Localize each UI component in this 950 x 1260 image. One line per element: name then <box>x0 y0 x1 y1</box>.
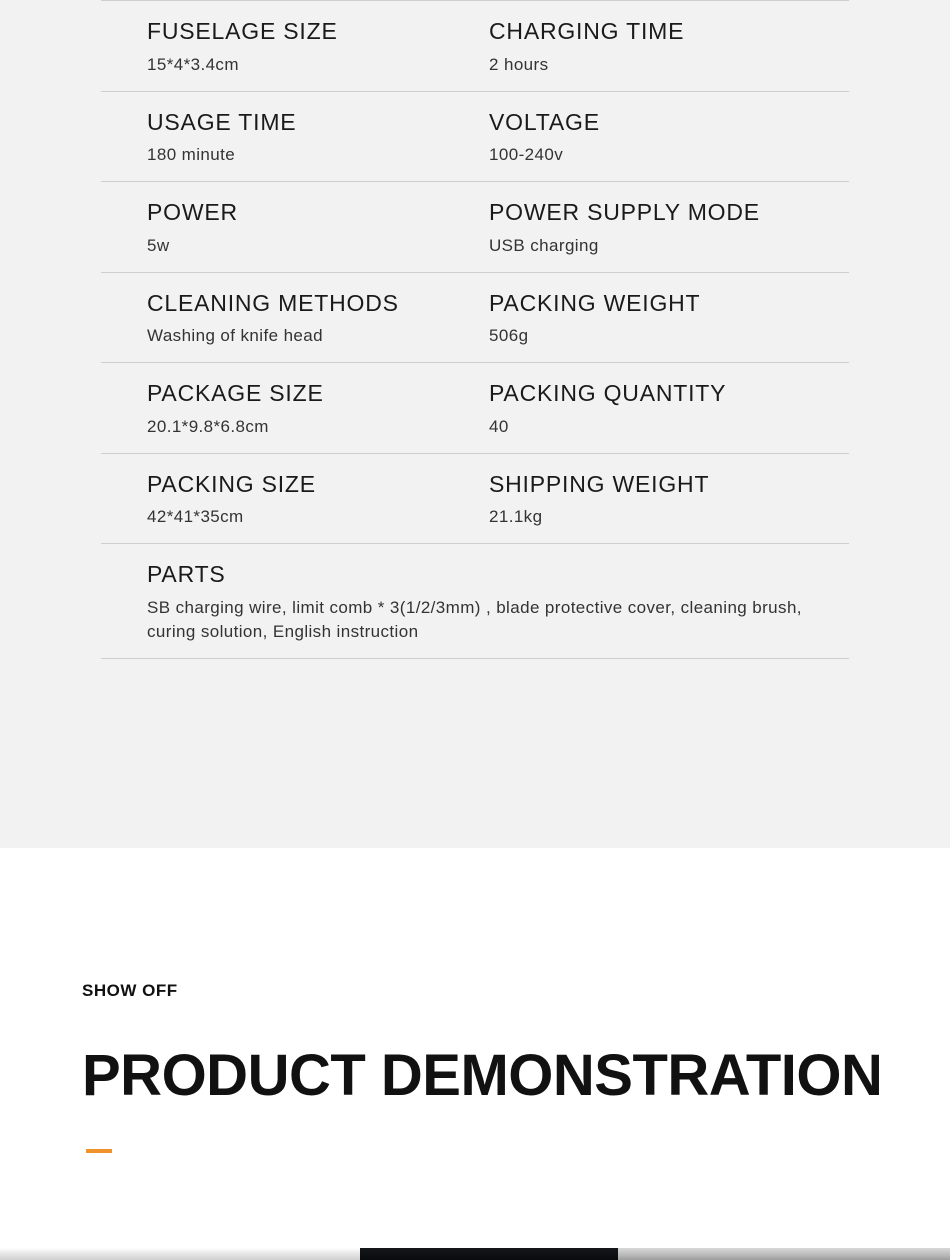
table-row <box>101 453 849 544</box>
spec-label: PARTS <box>147 561 226 588</box>
spec-cell <box>101 470 475 530</box>
table-row <box>101 181 849 272</box>
page-title: PRODUCT DEMONSTRATION <box>82 1043 883 1108</box>
spec-value: 42*41*35cm <box>147 507 244 527</box>
spec-cell <box>475 108 849 168</box>
spec-label: PACKING QUANTITY <box>489 380 727 407</box>
spec-value: 506g <box>489 326 529 346</box>
photo-preview-strip <box>0 1248 950 1260</box>
section-kicker: SHOW OFF <box>82 981 178 1000</box>
spec-label: PACKAGE SIZE <box>147 380 324 407</box>
table-row-parts <box>101 543 849 658</box>
spec-value: 15*4*3.4cm <box>147 54 239 74</box>
spec-value: SB charging wire, limit comb * 3(1/2/3mm) , blade protective cover, cleaning brush, curing solution, English instruction <box>147 598 802 641</box>
spec-label: PACKING WEIGHT <box>489 289 701 316</box>
spec-value: 5w <box>147 235 170 255</box>
spec-cell <box>475 17 849 77</box>
spec-label: CHARGING TIME <box>489 18 685 44</box>
specification-table <box>101 0 849 659</box>
spec-label: SHIPPING WEIGHT <box>489 470 710 497</box>
table-row <box>101 362 849 453</box>
spec-cell <box>101 289 475 349</box>
spec-cell <box>101 560 849 643</box>
spec-cell <box>101 198 475 258</box>
table-row <box>101 91 849 182</box>
spec-value: 21.1kg <box>489 507 543 527</box>
spec-cell <box>101 379 475 439</box>
spec-cell <box>475 289 849 349</box>
spec-value: 180 minute <box>147 145 236 165</box>
spec-label: FUSELAGE SIZE <box>147 18 338 44</box>
photo-segment-center <box>360 1248 618 1260</box>
spec-value: USB charging <box>489 235 599 255</box>
photo-segment-left <box>0 1248 360 1260</box>
spec-cell <box>475 198 849 258</box>
spec-cell <box>101 108 475 168</box>
spec-label: POWER <box>147 199 238 226</box>
spec-value: 2 hours <box>489 54 549 74</box>
spec-label: PACKING SIZE <box>147 470 316 497</box>
spec-value: 100-240v <box>489 145 564 165</box>
table-row <box>101 272 849 363</box>
spec-cell <box>475 470 849 530</box>
accent-rule <box>86 1149 112 1153</box>
demo-heading-block <box>0 848 950 1153</box>
spec-label: POWER SUPPLY MODE <box>489 199 760 226</box>
spec-value: 20.1*9.8*6.8cm <box>147 416 269 436</box>
spec-label: CLEANING METHODS <box>147 289 399 316</box>
table-row <box>101 0 849 91</box>
photo-segment-right <box>618 1248 950 1260</box>
spec-label: VOLTAGE <box>489 108 600 135</box>
spec-value: 40 <box>489 416 509 436</box>
spec-cell <box>475 379 849 439</box>
spec-cell <box>101 17 475 77</box>
product-demonstration-section <box>0 848 950 1248</box>
spec-label: USAGE TIME <box>147 108 297 135</box>
spec-value: Washing of knife head <box>147 326 323 346</box>
